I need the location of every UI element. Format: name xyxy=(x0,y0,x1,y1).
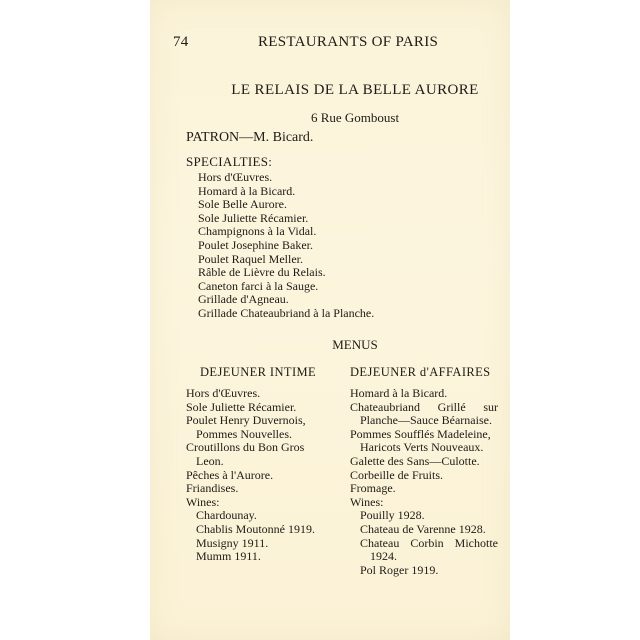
word: Corbin xyxy=(410,535,444,550)
book-page xyxy=(150,0,510,640)
dejeuner-affaires-menu xyxy=(350,387,500,577)
list-item: Wines: xyxy=(350,494,384,509)
word: sur xyxy=(483,399,498,414)
specialties-list xyxy=(198,171,374,321)
list-item: Sole Juliette Récamier. xyxy=(198,210,309,225)
list-item: Mumm 1911. xyxy=(196,549,261,564)
list-item: Homard à la Bicard. xyxy=(198,183,296,198)
list-item: Haricots Verts Nouveaux. xyxy=(360,440,484,455)
list-item: Sole Juliette Récamier. xyxy=(186,399,297,414)
restaurant-name: LE RELAIS DE LA BELLE AURORE xyxy=(231,82,479,98)
list-item: Chablis Moutonné 1919. xyxy=(196,521,315,536)
dejeuner-intime-title: DEJEUNER INTIME xyxy=(200,365,317,379)
list-item: Pommes Nouvelles. xyxy=(196,426,292,441)
list-item: Hors d'Œuvres. xyxy=(198,170,273,184)
list-item: Croutillons du Bon Gros xyxy=(186,440,305,455)
specialties-label: SPECIALTIES: xyxy=(186,154,273,169)
list-item: Leon. xyxy=(196,453,224,468)
list-item xyxy=(350,537,498,551)
list-item: 1924. xyxy=(370,549,397,564)
menus-heading: MENUS xyxy=(332,337,378,352)
page-number: 74 xyxy=(173,34,189,50)
list-item: Poulet Henry Duvernois, xyxy=(186,413,306,428)
list-item: Chateau de Varenne 1928. xyxy=(360,521,486,536)
word: Grillé xyxy=(437,399,466,414)
list-item: Homard à la Bicard. xyxy=(350,386,448,400)
list-item: Chardounay. xyxy=(196,508,257,523)
list-item: Planche—Sauce Béarnaise. xyxy=(360,413,492,428)
running-title: RESTAURANTS OF PARIS xyxy=(258,34,439,50)
word: Chateaubriand xyxy=(350,399,420,414)
word: Chateau xyxy=(360,535,400,550)
list-item: Râble de Lièvre du Relais. xyxy=(198,265,326,280)
list-item: Friandises. xyxy=(186,481,239,496)
list-item: Pêches à l'Aurore. xyxy=(186,467,274,482)
list-item: Hors d'Œuvres. xyxy=(186,386,261,400)
word: Michotte xyxy=(454,535,498,550)
list-item: Poulet Raquel Meller. xyxy=(198,251,303,266)
dejeuner-intime-menu xyxy=(186,387,336,564)
list-item: Pouilly 1928. xyxy=(360,508,425,523)
patron-line: PATRON—M. Bicard. xyxy=(186,130,314,145)
list-item: Pol Roger 1919. xyxy=(360,562,439,577)
list-item: Caneton farci à la Sauge. xyxy=(198,278,319,293)
list-item: Pommes Soufflés Madeleine, xyxy=(350,426,491,441)
list-item: Galette des Sans—Culotte. xyxy=(350,453,480,468)
list-item: Champignons à la Vidal. xyxy=(198,224,317,239)
list-item: Grillade Chateaubriand à la Planche. xyxy=(198,305,375,320)
list-item: Sole Belle Aurore. xyxy=(198,197,287,212)
restaurant-address: 6 Rue Gomboust xyxy=(310,110,400,125)
list-item: Fromage. xyxy=(350,481,396,496)
list-item xyxy=(350,401,498,415)
list-item: Musigny 1911. xyxy=(196,535,269,550)
list-item: Poulet Josephine Baker. xyxy=(198,237,313,252)
list-item: Grillade d'Agneau. xyxy=(198,292,289,307)
list-item: Corbeille de Fruits. xyxy=(350,467,443,482)
dejeuner-affaires-title: DEJEUNER d'AFFAIRES xyxy=(350,365,491,379)
list-item: Wines: xyxy=(186,494,220,509)
